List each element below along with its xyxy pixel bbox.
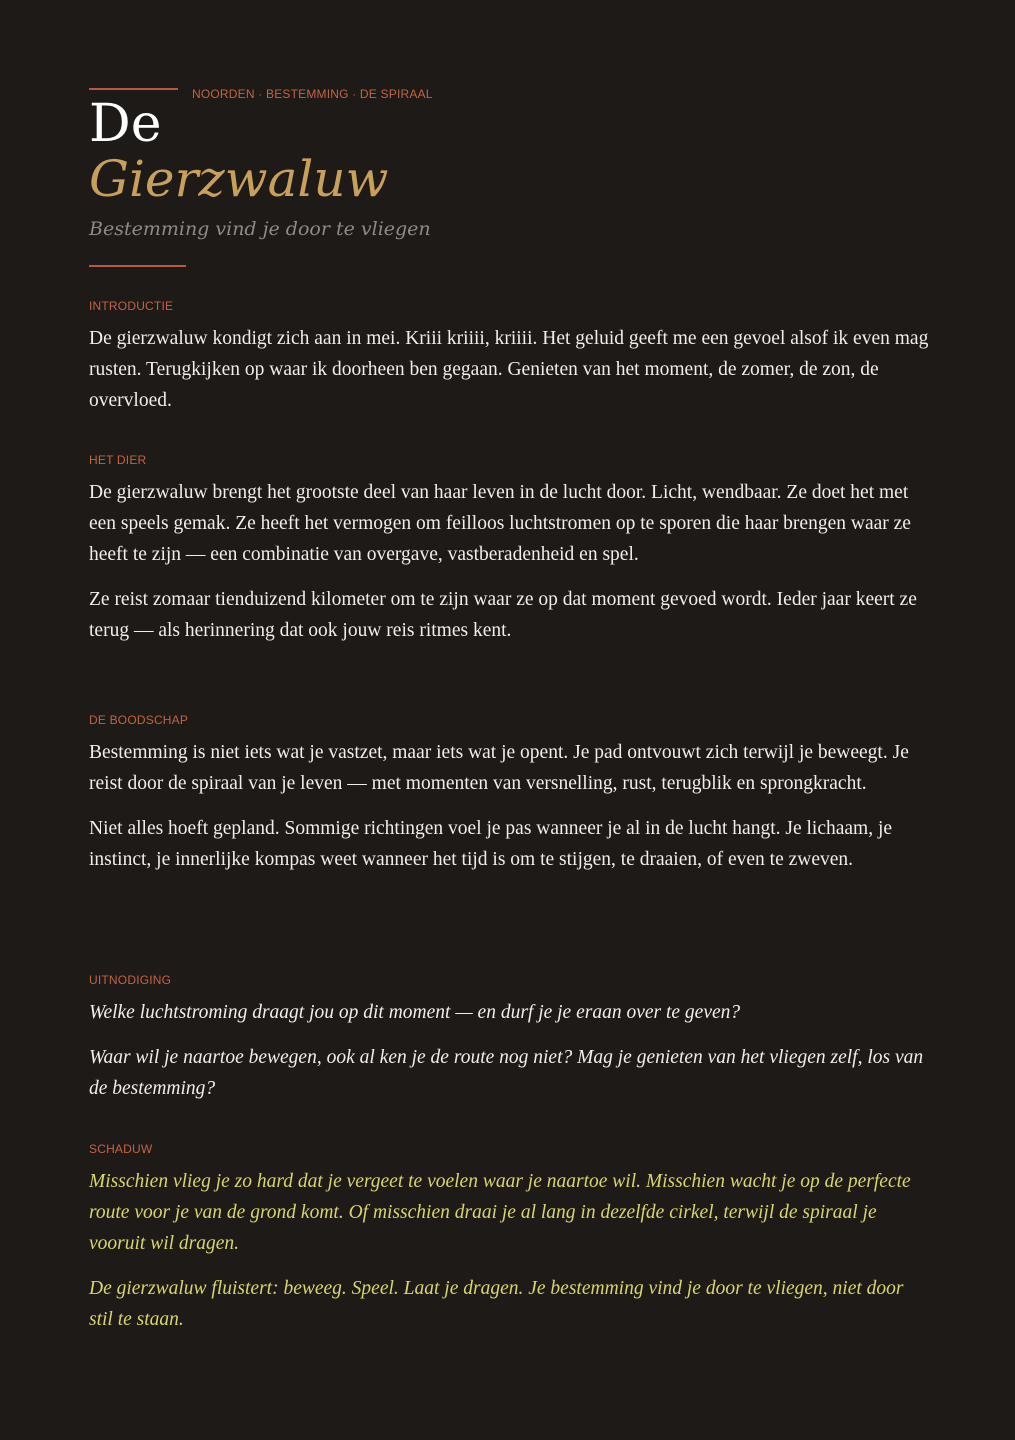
section-label: UITNODIGING xyxy=(89,973,172,987)
page-subtitle: Bestemming vind je door te vliegen xyxy=(89,218,431,240)
section-label: DE BOODSCHAP xyxy=(89,713,189,727)
paragraph: Niet alles hoeft gepland. Sommige richtingen voel je pas wanneer je al in de lucht hangt. Je lichaam, je instinct, je innerlijke kompas weet wanneer het tijd is om te stijgen, te draaien, of even te zweven. xyxy=(89,818,893,870)
paragraph: Bestemming is niet iets wat je vastzet, maar iets wat je opent. Je pad ontvouwt zich terwijl je beweegt. Je reist door de spiraal van je leven — met momenten van versnelling, rust, terugblik en sprongkracht. xyxy=(89,742,909,794)
header-rule-bottom xyxy=(89,265,186,267)
eyebrow-tags: NOORDEN · BESTEMMING · DE SPIRAAL xyxy=(192,87,433,101)
paragraph: De gierzwaluw kondigt zich aan in mei. Kriii kriiii, kriiii. Het geluid geeft me een gevoel alsof ik even mag rusten. Terugkijken op waar ik doorheen ben gegaan. Genieten van het moment, de zomer, de zon, de overvloed. xyxy=(89,328,929,411)
paragraph: Ze reist zomaar tienduizend kilometer om te zijn waar ze op dat moment gevoed wordt. Ieder jaar keert ze terug — als herinnering dat ook jouw reis ritmes kent. xyxy=(89,589,917,641)
page-title-name: Gierzwaluw xyxy=(89,150,389,208)
paragraph: Waar wil je naartoe bewegen, ook al ken je de route nog niet? Mag je genieten van het vliegen zelf, los van de bestemming? xyxy=(89,1047,924,1099)
paragraph: Misschien vlieg je zo hard dat je vergeet te voelen waar je naartoe wil. Misschien wacht je op de perfecte route voor je van de grond komt. Of misschien draai je al lang in dezelfde cirkel, terwijl de spiraal je vooruit wil dragen. xyxy=(89,1171,911,1254)
section-uitnodiging xyxy=(89,972,929,1118)
section-de-boodschap xyxy=(89,712,929,889)
paragraph: De gierzwaluw fluistert: beweeg. Speel. Laat je dragen. Je bestemming vind je door te vliegen, niet door stil te staan. xyxy=(89,1278,904,1330)
paragraph: Welke luchtstroming draagt jou op dit moment — en durf je je eraan over te geven? xyxy=(89,1002,741,1023)
header-rule-top xyxy=(89,88,178,90)
section-het-dier xyxy=(89,452,929,660)
section-introductie xyxy=(89,298,929,430)
section-label: HET DIER xyxy=(89,453,147,467)
section-label: SCHADUW xyxy=(89,1142,153,1156)
paragraph: De gierzwaluw brengt het grootste deel van haar leven in de lucht door. Licht, wendbaar. Ze doet het met een speels gemak. Ze heeft het vermogen om feilloos luchtstromen op te sporen die haar brengen waar ze heeft te zijn — een combinatie van overgave, vastberadenheid en spel. xyxy=(89,482,911,565)
page-title-article: De xyxy=(89,94,162,154)
section-label: INTRODUCTIE xyxy=(89,299,174,313)
section-schaduw xyxy=(89,1141,929,1349)
